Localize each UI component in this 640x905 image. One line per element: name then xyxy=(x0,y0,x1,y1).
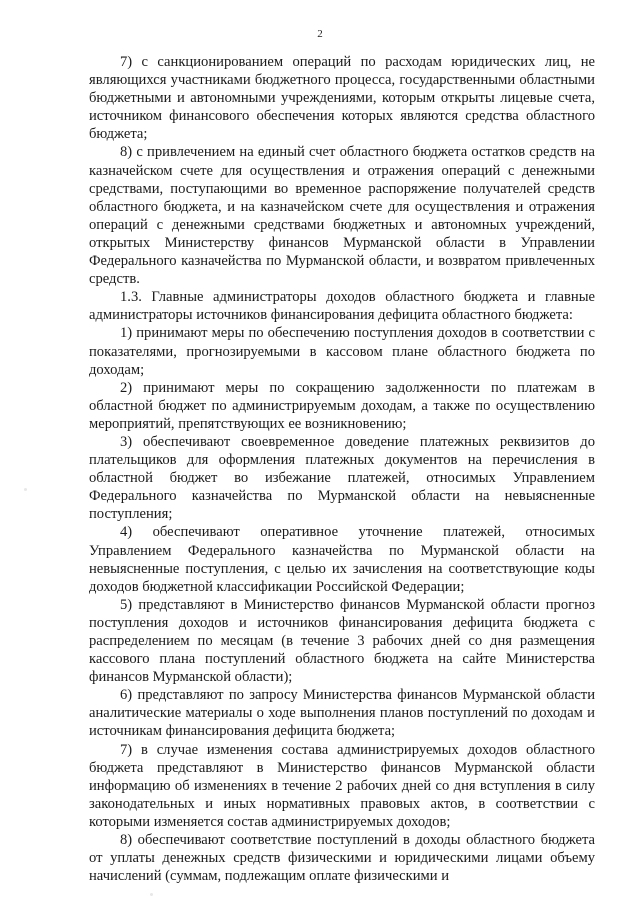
paragraph-item-2: 2) принимают меры по сокращению задолженности по платежам в областной бюджет по администрируемым доходам, а также по осуществлению мероприятий, препятствующих ее возникновению; xyxy=(89,379,595,432)
scan-speck xyxy=(150,893,153,896)
scan-speck xyxy=(24,488,27,491)
paragraph-8-attract-balances: 8) с привлечением на единый счет областного бюджета остатков средств на казначейском счете для осуществления и отражения операций с денежными средствами, поступающими во временное распоряжение получателей средств областного бюджета, и на казначейском счете для осуществления и отражения операций с денежными средствами бюджетных и автономных учреждений, открытых Министерству финансов Мурманской области в Управлении Федерального казначейства по Мурманской области, и возвратом привлеченных средств. xyxy=(89,144,595,288)
paragraph-item-4: 4) обеспечивают оперативное уточнение платежей, относимых Управлением Федерального казначейства по Мурманской области на невыясненные поступления, с целью их зачисления на соответствующие коды доходов бюджетной классификации Российской Федерации; xyxy=(89,524,595,595)
paragraph-item-7: 7) в случае изменения состава администрируемых доходов областного бюджета представляют в Министерство финансов Мурманской области информацию об изменениях в течение 2 рабочих дней со дня вступления в силу законодательных и иных нормативных правовых актов, в соответствии с которыми изменяется состав администрируемых доходов; xyxy=(89,741,595,830)
paragraph-item-1: 1) принимают меры по обеспечению поступления доходов в соответствии с показателями, прогнозируемыми в кассовом плане областного бюджета по доходам; xyxy=(89,325,595,378)
paragraph-1-3-main-administrators: 1.3. Главные администраторы доходов областного бюджета и главные администраторы источников финансирования дефицита областного бюджета: xyxy=(89,289,595,324)
page-number: 2 xyxy=(317,28,323,40)
document-body xyxy=(89,53,595,885)
paragraph-item-6: 6) представляют по запросу Министерства финансов Мурманской области аналитические материалы о ходе выполнения планов поступлений по доходам и источникам финансирования дефицита бюджета; xyxy=(89,687,595,740)
paragraph-7-sanction-expenses: 7) с санкционированием операций по расходам юридических лиц, не являющихся участниками бюджетного процесса, государственными областными бюджетными и автономными учреждениями, которым открыты лицевые счета, источником финансового обеспечения которых являются средства областного бюджета; xyxy=(89,54,595,143)
paragraph-item-3: 3) обеспечивают своевременное доведение платежных реквизитов до плательщиков для оформления платежных документов на перечисления в областной бюджет во избежание платежей, относимых Управлением Федерального казначейства по Мурманской области на невыясненные поступления; xyxy=(89,433,595,523)
paragraph-item-8: 8) обеспечивают соответствие поступлений в доходы областного бюджета от уплаты денежных средств физическими и юридическими лицами объему начислений (суммам, подлежащим оплате физическими и xyxy=(89,832,595,885)
paragraph-item-5: 5) представляют в Министерство финансов Мурманской области прогноз поступления доходов и источников финансирования дефицита бюджета с распределением по месяцам (в течение 3 рабочих дней со дня размещения кассового плана поступлений областного бюджета на сайте Министерства финансов Мурманской области); xyxy=(89,596,595,686)
